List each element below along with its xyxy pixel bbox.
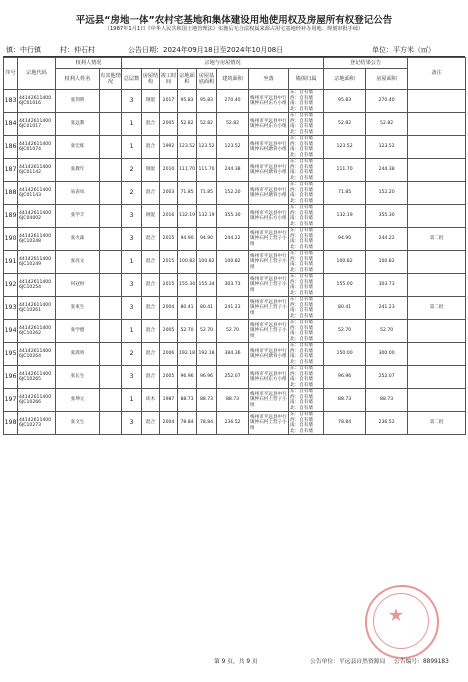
row-code: 44142611400 6JC10248 [18, 228, 56, 251]
page-number: 第 9 页，共 9 页 [214, 659, 258, 665]
row-year: 2016 [160, 205, 178, 228]
header-owner: 权利人姓名 [56, 69, 100, 90]
row-seq: 196 [4, 366, 18, 389]
row-year: 2004 [160, 297, 178, 320]
row-reg-house: 52.82 [366, 113, 408, 136]
row-land-area: 52.82 [178, 113, 197, 136]
row-other [100, 343, 122, 366]
header-reg-house: 房屋面积 [366, 69, 408, 90]
row-reg-land: 100.82 [324, 251, 366, 274]
row-other [100, 389, 122, 412]
row-floors: 1 [122, 113, 142, 136]
page-title: 平远县“房地一体”农村宅基地和集体建设用地使用权及房屋所有权登记公告 [75, 15, 393, 26]
row-code: 44142611400 6JC10254 [18, 274, 56, 297]
row-base-area: 96.96 [197, 366, 217, 389]
row-other [100, 113, 122, 136]
row-owner: 张文生 [56, 412, 100, 435]
row-build-area: 52.82 [217, 113, 249, 136]
row-structure: 混合 [142, 228, 160, 251]
row-build-area: 52.70 [217, 320, 249, 343]
row-ownership: 东：自有墙 西：自有墙 南：自有墙 北：自有墙 [289, 136, 324, 159]
row-remark [408, 251, 466, 274]
row-base-area: 94.90 [197, 228, 217, 251]
row-floors: 3 [122, 205, 142, 228]
row-seq: 198 [4, 412, 18, 435]
row-reg-house: 52.70 [366, 320, 408, 343]
row-owner: 张嵩将 [56, 343, 100, 366]
row-remark: 第二批 [408, 412, 466, 435]
row-reg-land: 123.52 [324, 136, 366, 159]
row-ownership: 东：自有墙 西：自有墙 南：自有墙 北：自有墙 [289, 182, 324, 205]
table-row [4, 297, 466, 320]
row-seq: 197 [4, 389, 18, 412]
row-land-area: 155.34 [178, 274, 197, 297]
row-seq: 195 [4, 343, 18, 366]
row-year: 2006 [160, 343, 178, 366]
row-base-area: 111.70 [197, 159, 217, 182]
row-owner: 张剑明 [56, 90, 100, 113]
row-seq: 192 [4, 274, 18, 297]
row-build-area: 384.36 [217, 343, 249, 366]
row-code: 44142611400 6JC10273 [18, 412, 56, 435]
row-ownership: 东：自有墙 西：自有墙 南：自有墙 北：自有墙 [289, 366, 324, 389]
unit-label: 单位：平方米（㎡） [372, 46, 435, 54]
row-reg-land: 80.41 [324, 297, 366, 320]
row-base-area: 71.85 [197, 182, 217, 205]
row-structure: 混合 [142, 251, 160, 274]
row-other [100, 205, 122, 228]
row-code: 44142611400 6JC01142 [18, 159, 56, 182]
row-year: 2005 [160, 366, 178, 389]
row-owner: 何冠财 [56, 274, 100, 297]
row-location: 梅州市平远县中行镇仲石村上营子小组 [249, 274, 289, 297]
row-owner: 张亮文 [56, 251, 100, 274]
row-build-area: 100.82 [217, 251, 249, 274]
row-base-area: 192.18 [197, 343, 217, 366]
row-reg-land: 96.96 [324, 366, 366, 389]
row-reg-land: 52.70 [324, 320, 366, 343]
table-row [4, 205, 466, 228]
row-code: 44142611400 6JC01143 [18, 182, 56, 205]
row-location: 梅州市平远县中行镇仲石村塘背小组 [249, 159, 289, 182]
row-build-area: 152.20 [217, 182, 249, 205]
row-base-area: 78.84 [197, 412, 217, 435]
row-base-area: 155.34 [197, 274, 217, 297]
row-structure: 钢混 [142, 205, 160, 228]
row-year: 1987 [160, 389, 178, 412]
registration-table [3, 57, 466, 435]
row-code: 44142611400 6JC10265 [18, 366, 56, 389]
row-reg-house: 244.38 [366, 159, 408, 182]
row-build-area: 241.23 [217, 297, 249, 320]
row-reg-land: 78.84 [324, 412, 366, 435]
table-row [4, 136, 466, 159]
row-year: 2004 [160, 412, 178, 435]
row-floors: 3 [122, 228, 142, 251]
header-reg-group: 登记结果公告 [324, 58, 408, 69]
announcement-code: 公告编号：8899183 [394, 659, 449, 665]
row-other [100, 159, 122, 182]
row-floors: 1 [122, 320, 142, 343]
table-row [4, 228, 466, 251]
row-other [100, 136, 122, 159]
row-code: 44142611400 6JC10264 [18, 343, 56, 366]
row-structure: 混合 [142, 182, 160, 205]
row-base-area: 100.82 [197, 251, 217, 274]
row-structure: 混合 [142, 366, 160, 389]
row-reg-land: 132.19 [324, 205, 366, 228]
row-code: 44142611400 6JC10262 [18, 320, 56, 343]
row-reg-house: 252.07 [366, 366, 408, 389]
row-reg-house: 88.73 [366, 389, 408, 412]
row-land-area: 96.96 [178, 366, 197, 389]
row-floors: 3 [122, 297, 142, 320]
row-reg-house: 270.40 [366, 90, 408, 113]
row-year: 2005 [160, 113, 178, 136]
row-land-area: 100.82 [178, 251, 197, 274]
row-build-area: 244.38 [217, 159, 249, 182]
row-floors: 3 [122, 366, 142, 389]
row-location: 梅州市平远县中行镇仲石村东方小组 [249, 90, 289, 113]
row-other [100, 320, 122, 343]
table-row [4, 159, 466, 182]
header-floors: 总层数 [122, 69, 142, 90]
row-structure: 混合 [142, 274, 160, 297]
row-remark: 第二批 [408, 297, 466, 320]
row-code: 44142611400 6JC10261 [18, 297, 56, 320]
row-ownership: 东：自有墙 西：自有墙 南：自有墙 北：自有墙 [289, 343, 324, 366]
row-seq: 193 [4, 297, 18, 320]
header-land-area: 宗地面积 [178, 69, 197, 90]
row-owner: 张束生 [56, 297, 100, 320]
row-reg-house: 244.22 [366, 228, 408, 251]
row-ownership: 东：自有墙 西：自有墙 南：自有墙 北：自有墙 [289, 389, 324, 412]
header-remark: 备注 [408, 58, 466, 90]
village-label: 村：仲石村 [60, 46, 95, 54]
row-build-area: 252.07 [217, 366, 249, 389]
row-location: 梅州市平远县中行镇仲石村东方小组 [249, 205, 289, 228]
row-code: 44142611400 6JC01074 [18, 136, 56, 159]
row-land-area: 88.73 [178, 389, 197, 412]
header-reg-land: 宗地面积 [324, 69, 366, 90]
row-floors: 3 [122, 412, 142, 435]
row-reg-land: 95.83 [324, 90, 366, 113]
row-other [100, 297, 122, 320]
row-reg-land: 88.73 [324, 389, 366, 412]
row-ownership: 东：自有墙 西：自有墙 南：自有墙 北：自有墙 [289, 90, 324, 113]
row-land-area: 123.52 [178, 136, 197, 159]
row-floors: 3 [122, 90, 142, 113]
header-structure: 房屋结构 [142, 69, 160, 90]
row-code: 44142611400 6JC01016 [18, 90, 56, 113]
table-row [4, 90, 466, 113]
row-location: 梅州市平远县中行镇仲石村上营子小组 [249, 251, 289, 274]
row-reg-house: 152.20 [366, 182, 408, 205]
row-build-area: 123.52 [217, 136, 249, 159]
row-base-area: 80.41 [197, 297, 217, 320]
row-other [100, 274, 122, 297]
row-structure: 混合 [142, 297, 160, 320]
row-remark [408, 366, 466, 389]
row-seq: 189 [4, 205, 18, 228]
row-land-area: 111.70 [178, 159, 197, 182]
row-base-area: 132.19 [197, 205, 217, 228]
row-seq: 194 [4, 320, 18, 343]
row-floors: 1 [122, 389, 142, 412]
table-row [4, 182, 466, 205]
row-remark: 第二批 [408, 228, 466, 251]
row-reg-land: 94.90 [324, 228, 366, 251]
row-location: 梅州市平远县中行镇仲石村塘背小组 [249, 343, 289, 366]
row-floors: 1 [122, 251, 142, 274]
header-ownership: 墙体归属 [289, 69, 324, 90]
row-land-area: 192.18 [178, 343, 197, 366]
row-remark [408, 159, 466, 182]
row-owner: 张坤元 [56, 389, 100, 412]
row-reg-house: 300.00 [366, 343, 408, 366]
row-code: 44142611400 6JC10249 [18, 251, 56, 274]
row-floors: 3 [122, 274, 142, 297]
table-row [4, 389, 466, 412]
row-reg-house: 236.52 [366, 412, 408, 435]
row-location: 梅州市平远县中行镇仲石村东方小组 [249, 366, 289, 389]
row-land-area: 94.90 [178, 228, 197, 251]
announcing-unit: 公告单位：平远县自然资源局 [310, 659, 386, 665]
announcement-period: 公告日期：2024年09月18日至2024年10月08日 [128, 46, 284, 54]
row-base-area: 123.52 [197, 136, 217, 159]
town-label: 镇：中行镇 [6, 46, 41, 54]
row-land-area: 71.85 [178, 182, 197, 205]
row-seq: 186 [4, 136, 18, 159]
row-base-area: 52.70 [197, 320, 217, 343]
row-ownership: 东：自有墙 西：自有墙 南：自有墙 北：自有墙 [289, 274, 324, 297]
row-remark [408, 320, 466, 343]
row-remark [408, 389, 466, 412]
row-reg-house: 123.52 [366, 136, 408, 159]
row-structure: 混合 [142, 136, 160, 159]
row-year: 2003 [160, 182, 178, 205]
row-base-area: 88.73 [197, 389, 217, 412]
row-ownership: 东：自有墙 西：自有墙 南：自有墙 北：自有墙 [289, 205, 324, 228]
header-year: 竣工时间 [160, 69, 178, 90]
row-owner: 张火森 [56, 228, 100, 251]
row-other [100, 366, 122, 389]
row-owner: 张学德 [56, 320, 100, 343]
row-remark [408, 182, 466, 205]
row-year: 2010 [160, 159, 178, 182]
row-seq: 188 [4, 182, 18, 205]
row-remark [408, 90, 466, 113]
page-subtitle: （1987年1月1日《中华人民共和国土地管理法》实施后无合法权属来源占用宅基地经补办用地、规划审批手续） [104, 26, 364, 32]
header-base-area: 房屋基底面积 [197, 69, 217, 90]
row-build-area: 244.22 [217, 228, 249, 251]
row-year: 2015 [160, 251, 178, 274]
header-seq: 序号 [4, 58, 18, 90]
row-build-area: 355.30 [217, 205, 249, 228]
row-year: 1992 [160, 136, 178, 159]
official-seal-stamp [365, 585, 439, 659]
table-row [4, 113, 466, 136]
row-reg-house: 355.30 [366, 205, 408, 228]
row-build-area: 303.73 [217, 274, 249, 297]
row-other [100, 90, 122, 113]
row-other [100, 251, 122, 274]
table-row [4, 320, 466, 343]
row-location: 梅州市平远县中行镇仲石村上营子小组 [249, 320, 289, 343]
row-land-area: 132.19 [178, 205, 197, 228]
row-structure: 混合 [142, 412, 160, 435]
row-code: 44142611400 6JC01017 [18, 113, 56, 136]
row-other [100, 182, 122, 205]
row-floors: 1 [122, 136, 142, 159]
row-owner: 张长生 [56, 366, 100, 389]
row-remark [408, 205, 466, 228]
row-structure: 砖木 [142, 389, 160, 412]
row-seq: 190 [4, 228, 18, 251]
row-owner: 张宏炼 [56, 136, 100, 159]
row-year: 2005 [160, 320, 178, 343]
header-code: 宗地代码 [18, 58, 56, 90]
row-code: 44142611400 6JC04002 [18, 205, 56, 228]
row-year: 2017 [160, 90, 178, 113]
row-location: 梅州市平远县中行镇仲石村上营子小组 [249, 412, 289, 435]
row-floors: 2 [122, 343, 142, 366]
row-seq: 184 [4, 113, 18, 136]
header-build-area: 建筑面积 [217, 69, 249, 90]
row-build-area: 236.52 [217, 412, 249, 435]
row-base-area: 95.83 [197, 90, 217, 113]
row-seq: 187 [4, 159, 18, 182]
row-structure: 钢混 [142, 159, 160, 182]
row-ownership: 东：自有墙 西：自有墙 南：自有墙 北：自有墙 [289, 297, 324, 320]
row-ownership: 东：自有墙 西：自有墙 南：自有墙 北：自有墙 [289, 251, 324, 274]
row-remark [408, 136, 466, 159]
row-base-area: 52.82 [197, 113, 217, 136]
row-ownership: 东：自有墙 西：自有墙 南：自有墙 北：自有墙 [289, 113, 324, 136]
row-structure: 混合 [142, 320, 160, 343]
seal-star-icon: ★ [387, 605, 405, 626]
row-ownership: 东：自有墙 西：自有墙 南：自有墙 北：自有墙 [289, 228, 324, 251]
row-build-area: 88.73 [217, 389, 249, 412]
table-row [4, 251, 466, 274]
row-reg-land: 155.00 [324, 274, 366, 297]
row-reg-land: 111.70 [324, 159, 366, 182]
row-owner: 易表凤 [56, 182, 100, 205]
row-floors: 2 [122, 182, 142, 205]
row-build-area: 270.40 [217, 90, 249, 113]
row-location: 梅州市平远县中行镇仲石村上营子小组 [249, 297, 289, 320]
row-other [100, 228, 122, 251]
row-location: 梅州市平远县中行镇仲石村上营子小组 [249, 228, 289, 251]
row-structure: 混合 [142, 113, 160, 136]
table-row [4, 343, 466, 366]
row-year: 2015 [160, 274, 178, 297]
row-reg-house: 303.73 [366, 274, 408, 297]
row-land-area: 95.83 [178, 90, 197, 113]
row-owner: 张远教 [56, 113, 100, 136]
row-location: 梅州市平远县中行镇仲石村塘背小组 [249, 136, 289, 159]
row-ownership: 东：自有墙 西：自有墙 南：自有墙 北：自有墙 [289, 412, 324, 435]
row-floors: 2 [122, 159, 142, 182]
header-location: 坐落 [249, 69, 289, 90]
row-ownership: 东：自有墙 西：自有墙 南：自有墙 北：自有墙 [289, 320, 324, 343]
row-code: 44142611400 6JC10266 [18, 389, 56, 412]
row-year: 2015 [160, 228, 178, 251]
row-structure: 钢混 [142, 90, 160, 113]
row-reg-land: 71.85 [324, 182, 366, 205]
row-reg-house: 100.82 [366, 251, 408, 274]
row-structure: 混合 [142, 343, 160, 366]
row-reg-house: 241.23 [366, 297, 408, 320]
header-other: 有其他情况 [100, 69, 122, 90]
row-seq: 183 [4, 90, 18, 113]
table-row [4, 412, 466, 435]
row-owner: 张教年 [56, 159, 100, 182]
row-seq: 191 [4, 251, 18, 274]
row-land-area: 80.41 [178, 297, 197, 320]
row-remark [408, 113, 466, 136]
row-reg-land: 150.00 [324, 343, 366, 366]
header-rights-group: 权利人情况 [56, 58, 122, 69]
row-land-area: 52.70 [178, 320, 197, 343]
row-land-area: 78.84 [178, 412, 197, 435]
row-location: 梅州市平远县中行镇仲石村塘背小组 [249, 182, 289, 205]
row-reg-land: 52.82 [324, 113, 366, 136]
row-owner: 张学丰 [56, 205, 100, 228]
row-other [100, 412, 122, 435]
row-location: 梅州市平远县中行镇仲石村上营子小组 [249, 389, 289, 412]
row-remark [408, 343, 466, 366]
row-ownership: 东：自有墙 西：自有墙 南：自有墙 北：自有墙 [289, 159, 324, 182]
header-site-group: 宗地与房屋情况 [122, 58, 324, 69]
table-row [4, 366, 466, 389]
row-location: 梅州市平远县中行镇仲石村东方小组 [249, 113, 289, 136]
row-remark [408, 274, 466, 297]
table-row [4, 274, 466, 297]
